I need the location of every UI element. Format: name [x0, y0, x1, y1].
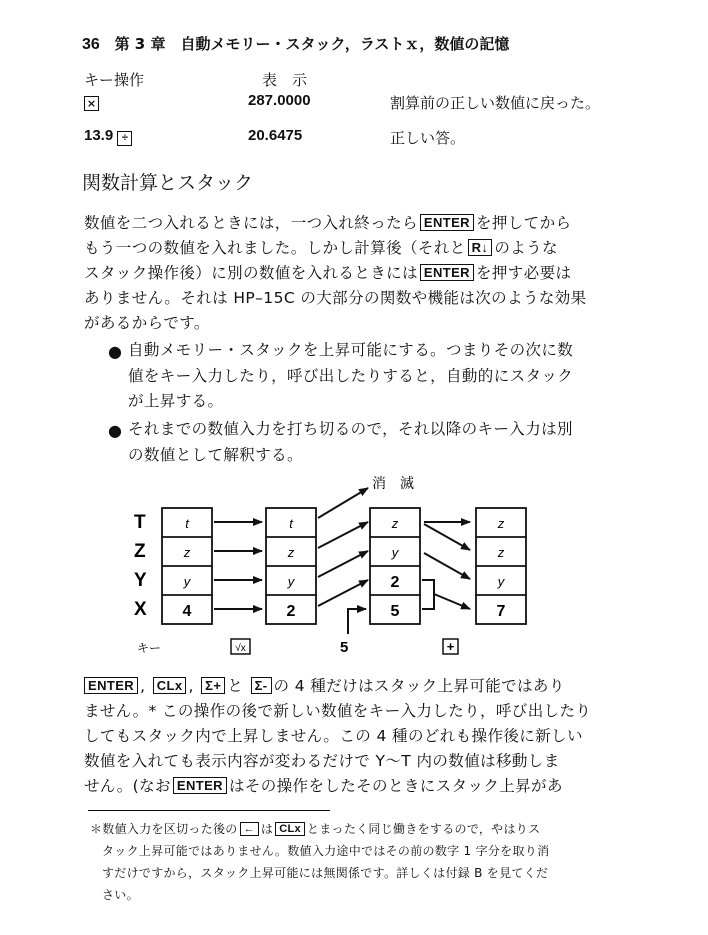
text: 数値を二つ入れるときには，一つ入れ終ったら — [84, 214, 418, 232]
stack-cell: z — [183, 545, 191, 560]
arrow — [318, 551, 368, 577]
stack-cell: z — [391, 516, 399, 531]
sigma-plus-key: Σ+ — [201, 677, 225, 694]
enter-key: ENTER — [420, 264, 474, 281]
text: 自動メモリー・スタックを上昇可能にする。つまりその次に数 — [128, 341, 574, 359]
backspace-key: ← — [240, 822, 259, 836]
paragraph-intro — [84, 211, 624, 336]
enter-key: ENTER — [84, 677, 138, 694]
footnote — [90, 818, 630, 906]
text: があるからです。 — [84, 314, 210, 332]
roll-down-key: R↓ — [468, 239, 493, 256]
text: は — [260, 822, 274, 836]
stack-cell: 7 — [496, 603, 506, 620]
text: を押す必要は — [475, 264, 572, 282]
row-note: 割算前の正しい数値に戻った。 — [390, 94, 601, 112]
paragraph-stack-lift: ENTER , CLx , Σ+ と Σ- の 4 種だけはスタック上昇可能ではあり ません。* この操作の後で新しい数値をキー入力したり，呼び出したり してもスタック内で上昇しません。この 4 種のどれも操作後に新しい 数値を入れても表示内容が変わるだけで Y～T 内の数値は移動しま せん。(なお ENTER はその操作をしたそのときにスタック上昇があ — [84, 674, 629, 799]
row-note: 正しい答。 — [390, 129, 466, 147]
stack-diagram — [0, 468, 708, 660]
text: 値をキー入力したり，呼び出したりすると，自動的にスタック — [128, 366, 574, 385]
entry-value: 5 — [340, 639, 349, 656]
sqrt-key: √x — [235, 643, 246, 654]
footnote-divider — [88, 810, 330, 811]
text: の 4 種だけはスタック上昇可能ではあり — [273, 677, 565, 695]
text: すだけですから，スタック上昇可能には無関係です。詳しくは付録 B を見てくだ — [102, 866, 549, 880]
register-X: X — [134, 599, 147, 620]
text: とまったく同じ働きをするので，やはりス — [306, 822, 541, 836]
register-Y: Y — [134, 570, 147, 591]
stack-cell: y — [391, 545, 399, 560]
clx-key: CLx — [275, 822, 305, 836]
text: スタック操作後）に別の数値を入れるときには — [84, 264, 418, 282]
text: してもスタック内で上昇しません。この 4 種のどれも操作後に新しい — [84, 727, 583, 745]
stack-cell: y — [287, 574, 295, 589]
section-title: 関数計算とスタック — [82, 172, 254, 194]
key-row-label: キー — [137, 641, 162, 655]
enter-key: ENTER — [173, 777, 227, 794]
arrow — [318, 488, 368, 518]
table-row — [84, 127, 132, 146]
text: ＊数値入力を区切った後の — [90, 822, 238, 836]
entry-arrow — [348, 609, 366, 634]
bullet-item — [128, 417, 626, 468]
text: ません。* この操作の後で新しい数値をキー入力したり，呼び出したり — [84, 702, 592, 720]
stack-cell: t — [185, 516, 189, 531]
text: もう一つの数値を入れました。しかし計算後（それと — [84, 239, 466, 257]
text: のような — [494, 239, 558, 257]
divide-key: ÷ — [117, 131, 132, 146]
text: さい。 — [102, 888, 139, 902]
text: ありません。それは HP–15C の大部分の関数や機能は次のような効果 — [84, 289, 587, 307]
arrow — [424, 524, 470, 550]
stack-cell: t — [289, 516, 293, 531]
enter-key: ENTER — [420, 214, 474, 231]
text: を押してから — [475, 214, 572, 232]
bullet-item — [128, 338, 626, 415]
stack-cell: z — [287, 545, 295, 560]
table-header-key: キー操作 — [84, 71, 145, 89]
table-header-display: 表 示 — [262, 71, 308, 89]
stack-cell: 2 — [390, 574, 400, 591]
text: それまでの数値入力を打ち切るので，それ以降のキー入力は別 — [128, 420, 573, 438]
stack-cell: z — [497, 516, 505, 531]
arrow — [318, 522, 368, 548]
multiply-key: × — [84, 96, 99, 111]
bracket — [422, 580, 434, 609]
register-Z: Z — [134, 541, 146, 562]
text: の数値として解釈する。 — [128, 445, 303, 464]
stack-cell: y — [497, 574, 505, 589]
stack-cell: 5 — [390, 603, 400, 620]
table-row — [84, 92, 99, 111]
chapter-title: 第 3 章 自動メモリー・スタック，ラストｘ，数値の記憶 — [114, 35, 510, 53]
text: タック上昇可能ではありません。数値入力途中ではその前の数字 1 字分を取り消 — [102, 844, 550, 858]
text: はその操作をしたそのときにスタック上昇があ — [228, 777, 563, 795]
text: が上昇する。 — [128, 392, 224, 410]
stack-cell: y — [183, 574, 191, 589]
plus-key: + — [446, 639, 455, 654]
arrow — [424, 553, 470, 579]
text: 数値を入れても表示内容が変わるだけで Y～T 内の数値は移動しま — [84, 752, 560, 770]
text: せん。(なお — [84, 777, 171, 795]
page-number: 36 — [82, 36, 100, 53]
bullet-icon: ● — [108, 421, 122, 440]
lost-label: 消 滅 — [372, 476, 414, 492]
arrow — [318, 580, 368, 606]
bullet-icon: ● — [108, 342, 122, 361]
stack-cell: 2 — [286, 603, 296, 620]
stack-cell: 4 — [182, 603, 192, 620]
clx-key: CLx — [153, 677, 187, 694]
stack-cell: z — [497, 545, 505, 560]
display-value: 20.6475 — [248, 127, 303, 144]
page-header — [82, 33, 509, 54]
arrow — [434, 594, 470, 609]
display-value: 287.0000 — [248, 92, 311, 109]
sigma-minus-key: Σ- — [251, 677, 272, 694]
register-T: T — [134, 512, 146, 533]
entry-number: 13.9 — [84, 127, 114, 144]
